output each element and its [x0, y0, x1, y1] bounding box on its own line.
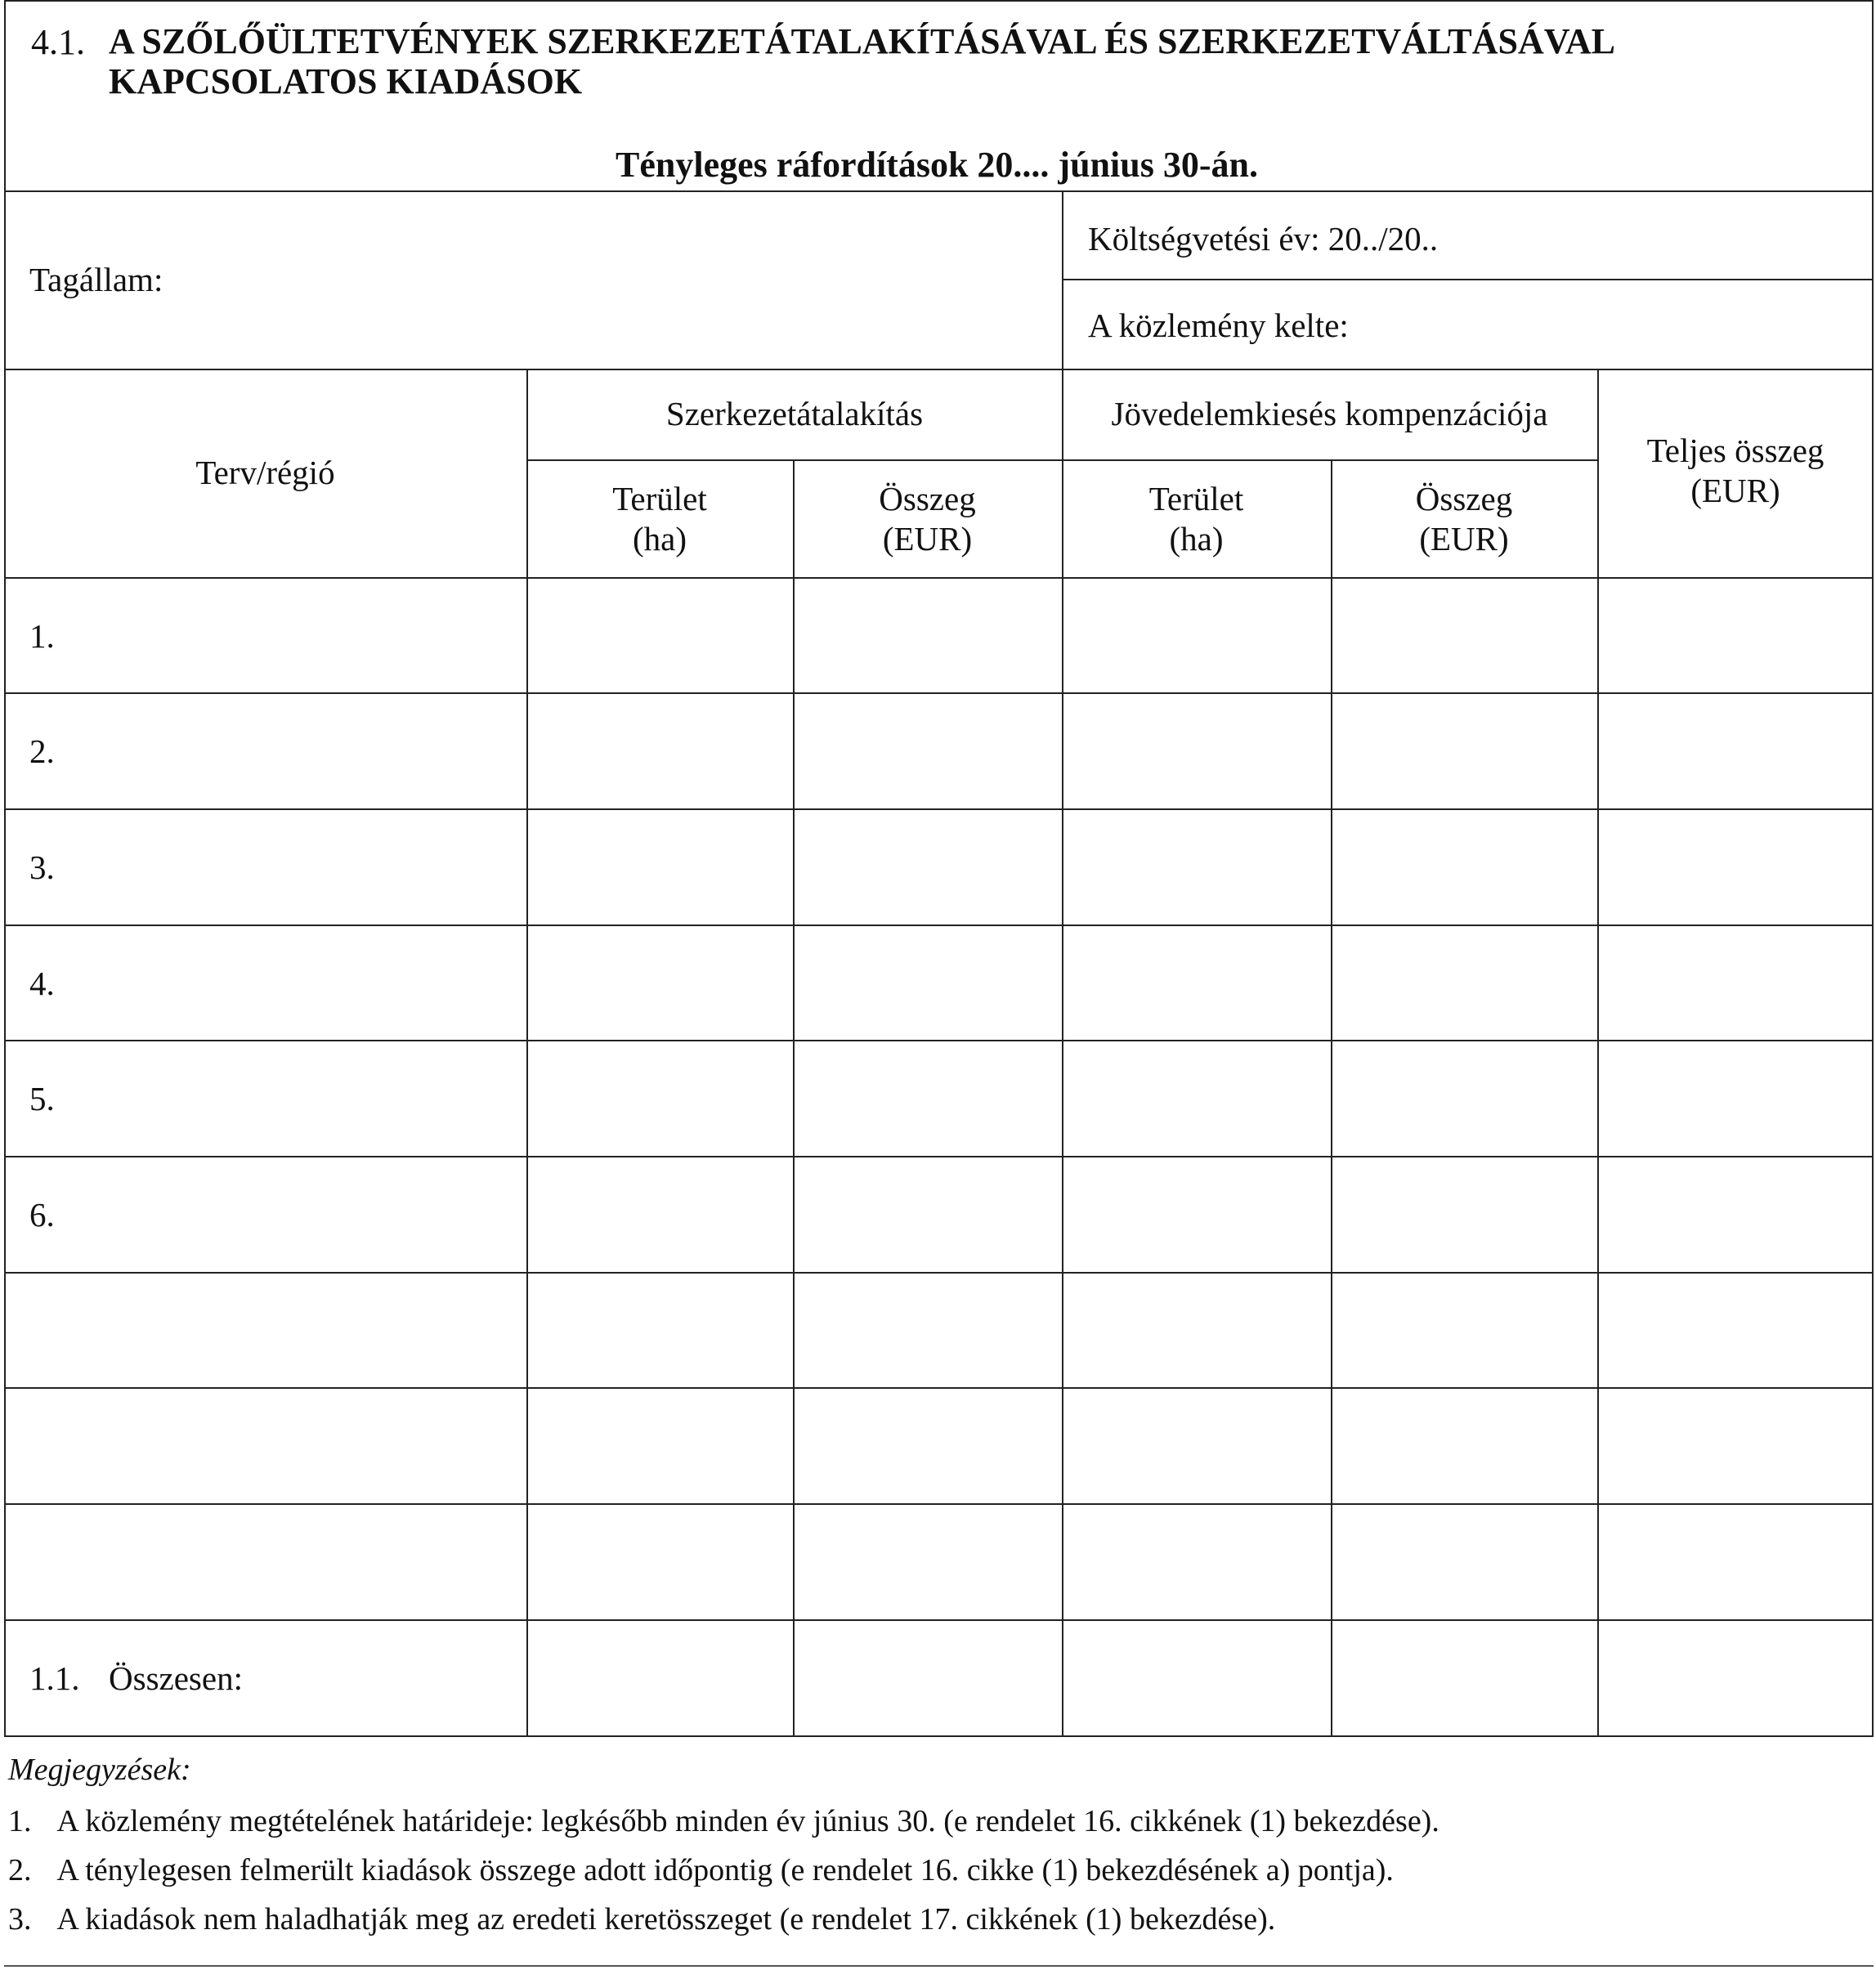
table-bottom-border [4, 1735, 1874, 1737]
row-divider [4, 925, 1874, 926]
note-item [8, 1852, 1394, 1888]
frame-left-border [4, 0, 6, 1737]
frame-right-border [1872, 0, 1874, 1737]
page-bottom-rule [4, 1965, 1874, 1967]
grid-col-3 [1062, 369, 1063, 1737]
note-text: A ténylegesen felmerült kiadások összege adott időpontig (e rendelet 16. cikke (1) bekezdésének a) pontja). [56, 1853, 1394, 1887]
notice-date-label: A közlemény kelte: [1088, 307, 1349, 344]
frame-top-border [4, 0, 1874, 2]
info-divider-horizontal [1062, 279, 1874, 280]
row-divider [4, 1040, 1874, 1041]
note-number: 2. [8, 1853, 32, 1887]
header-amount-line2: (EUR) [1419, 520, 1509, 558]
row-divider [4, 1619, 1874, 1621]
note-text: A kiadások nem haladhatják meg az eredeti keretösszeget (e rendelet 17. cikkének (1) bekezdése). [56, 1902, 1276, 1936]
section-title [109, 21, 1615, 102]
row-divider [4, 1156, 1874, 1157]
member-state-label: Tagállam: [29, 261, 163, 298]
header-restructuring-area [526, 479, 793, 559]
note-item [8, 1803, 1439, 1839]
section-number: 4.1. [31, 22, 85, 62]
table-row-label: 4. [29, 965, 55, 1002]
header-area-line1: Terület [1148, 480, 1244, 517]
header-group-divider [526, 459, 1599, 461]
row-divider [4, 808, 1874, 810]
header-amount-line2: (EUR) [882, 520, 973, 558]
header-plan-region: Terv/régió [195, 454, 335, 491]
header-bottom-divider [4, 577, 1874, 579]
header-amount-line1: Összeg [1415, 480, 1513, 517]
note-text: A közlemény megtételének határideje: legkésőbb minden év június 30. (e rendelet 16. cikkének (1) bekezdése). [56, 1804, 1439, 1838]
table-row-label: 1. [29, 617, 55, 655]
row-divider [4, 1272, 1874, 1274]
table-row-label: 3. [29, 848, 55, 886]
table-row-label: 2. [29, 732, 55, 770]
section-title-line2: KAPCSOLATOS KIADÁSOK [109, 61, 583, 102]
section-subtitle: Tényleges ráfordítások 20.... június 30-án. [616, 145, 1258, 185]
header-compensation-area [1062, 479, 1331, 559]
info-bottom-divider [4, 369, 1874, 370]
note-number: 1. [8, 1804, 32, 1838]
row-divider [4, 1387, 1874, 1389]
total-row-label: Összesen: [109, 1659, 243, 1697]
note-item [8, 1901, 1275, 1937]
header-area-line1: Terület [612, 480, 707, 517]
header-group-restructuring: Szerkezetátalakítás [665, 395, 924, 432]
header-group-compensation: Jövedelemkiesés kompenzációja [1111, 395, 1548, 432]
header-total [1597, 431, 1874, 511]
header-compensation-amount [1331, 479, 1597, 559]
budget-year-label: Költségvetési év: 20../20.. [1088, 220, 1439, 257]
notes-heading: Megjegyzések: [8, 1753, 191, 1787]
header-restructuring-amount [793, 479, 1062, 559]
header-area-line2: (ha) [1169, 520, 1224, 558]
row-divider [4, 692, 1874, 694]
table-row-label: 6. [29, 1196, 55, 1233]
header-total-line1: Teljes összeg [1646, 432, 1825, 469]
section-title-line1: A SZŐLŐÜLTETVÉNYEK SZERKEZETÁTALAKÍTÁSÁVAL ÉS SZERKEZETVÁLTÁSÁVAL [109, 21, 1615, 61]
grid-col-4 [1331, 459, 1332, 1737]
grid-col-5 [1597, 369, 1599, 1737]
title-divider [4, 190, 1874, 192]
row-divider [4, 1503, 1874, 1505]
table-row-label: 5. [29, 1080, 55, 1117]
header-total-line2: (EUR) [1690, 472, 1780, 510]
note-number: 3. [8, 1902, 32, 1936]
header-area-line2: (ha) [632, 520, 687, 558]
grid-col-1 [526, 369, 528, 1737]
total-row-number: 1.1. [29, 1659, 80, 1697]
header-amount-line1: Összeg [879, 480, 976, 517]
grid-col-2 [793, 459, 795, 1737]
